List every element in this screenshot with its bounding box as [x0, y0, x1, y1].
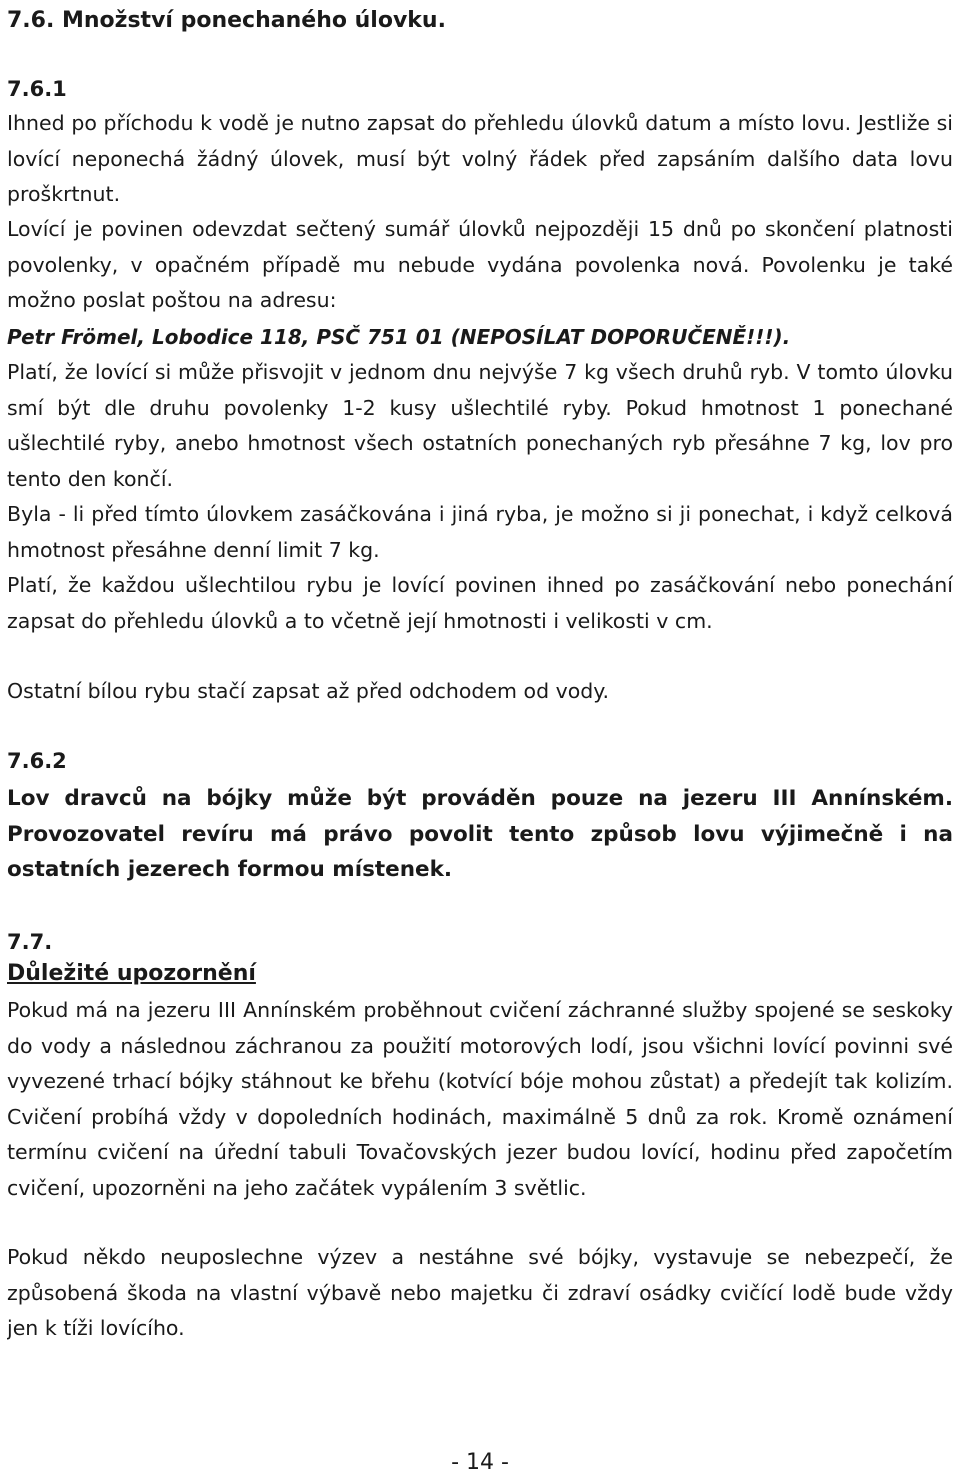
- paragraph-record-noble-fish: Platí, že každou ušlechtilou rybu je lovící povinen ihned po zasáčkování nebo ponechání zapsat do přehledu úlovků a to včetně její hmotnosti i velikosti v cm.: [7, 573, 953, 633]
- section-title-7-6: 7.6. Množství ponechaného úlovku.: [7, 8, 446, 33]
- paragraph-white-fish: Ostatní bílou rybu stačí zapsat až před odchodem od vody.: [7, 679, 610, 703]
- subsection-number-7-6-1: 7.6.1: [7, 77, 67, 101]
- page-number: - 14 -: [451, 1450, 509, 1475]
- paragraph-bagged-fish: Byla - li před tímto úlovkem zasáčkována i jiná ryba, je možno si ji ponechat, i když celková hmotnost přesáhne denní limit 7 kg.: [7, 502, 953, 562]
- section-title-7-7: Důležité upozornění: [7, 961, 256, 986]
- paragraph-daily-limit: Platí, že lovící si může přisvojit v jednom dnu nejvýše 7 kg všech druhů ryb. V tomto úlovku smí být dle druhu povolenky 1-2 kusy ušlechtilé ryby. Pokud hmotnost 1 ponechané ušlechtilé ryby, anebo hmotnost všech ostatních ponechaných ryb přesáhne 7 kg, lov pro tento den končí.: [7, 360, 953, 491]
- section-number-7-7: 7.7.: [7, 930, 53, 954]
- mailing-address: Petr Frömel, Lobodice 118, PSČ 751 01 (NEPOSÍLAT DOPORUČENĚ!!!).: [7, 325, 791, 349]
- paragraph-predator-fishing: Lov dravců na bójky může být prováděn pouze na jezeru III Annínském. Provozovatel revíru má právo povolit tento způsob lovu výjimečně i na ostatních jezerech formou místenek.: [7, 786, 953, 882]
- paragraph-liability: Pokud někdo neuposlechne výzev a nestáhne své bójky, vystavuje se nebezpečí, že způsobená škoda na vlastní výbavě nebo majetku či zdraví osádky cvičící lodě bude vždy jen k tíži lovícího.: [7, 1245, 953, 1340]
- paragraph-rescue-exercise: Pokud má na jezeru III Annínském proběhnout cvičení záchranné služby spojené se seskoky do vody a následnou záchranou za použití motorových lodí, jsou všichni lovící povinni své vyvezené trhací bójky stáhnout ke břehu (kotvící bóje mohou zůstat) a předejít tak kolizím. Cvičení probíhá vždy v dopoledních hodinách, maximálně 5 dnů za rok. Kromě oznámení termínu cvičení na úřední tabuli Tovačovských jezer budou lovící, hodinu před započetím cvičení, upozorněni na jeho začátek vypálením 3 světlic.: [7, 998, 953, 1200]
- paragraph-record-catch: Ihned po příchodu k vodě je nutno zapsat do přehledu úlovků datum a místo lovu. Jestliže si lovící neponechá žádný úlovek, musí být volný řádek před zapsáním dalšího data lovu proškrtnut.: [7, 111, 953, 206]
- subsection-number-7-6-2: 7.6.2: [7, 749, 67, 773]
- paragraph-return-summary: Lovící je povinen odevzdat sečtený sumář úlovků nejpozději 15 dnů po skončení platnosti povolenky, v opačném případě mu nebude vydána povolenka nová. Povolenku je také možno poslat poštou na adresu:: [7, 217, 953, 312]
